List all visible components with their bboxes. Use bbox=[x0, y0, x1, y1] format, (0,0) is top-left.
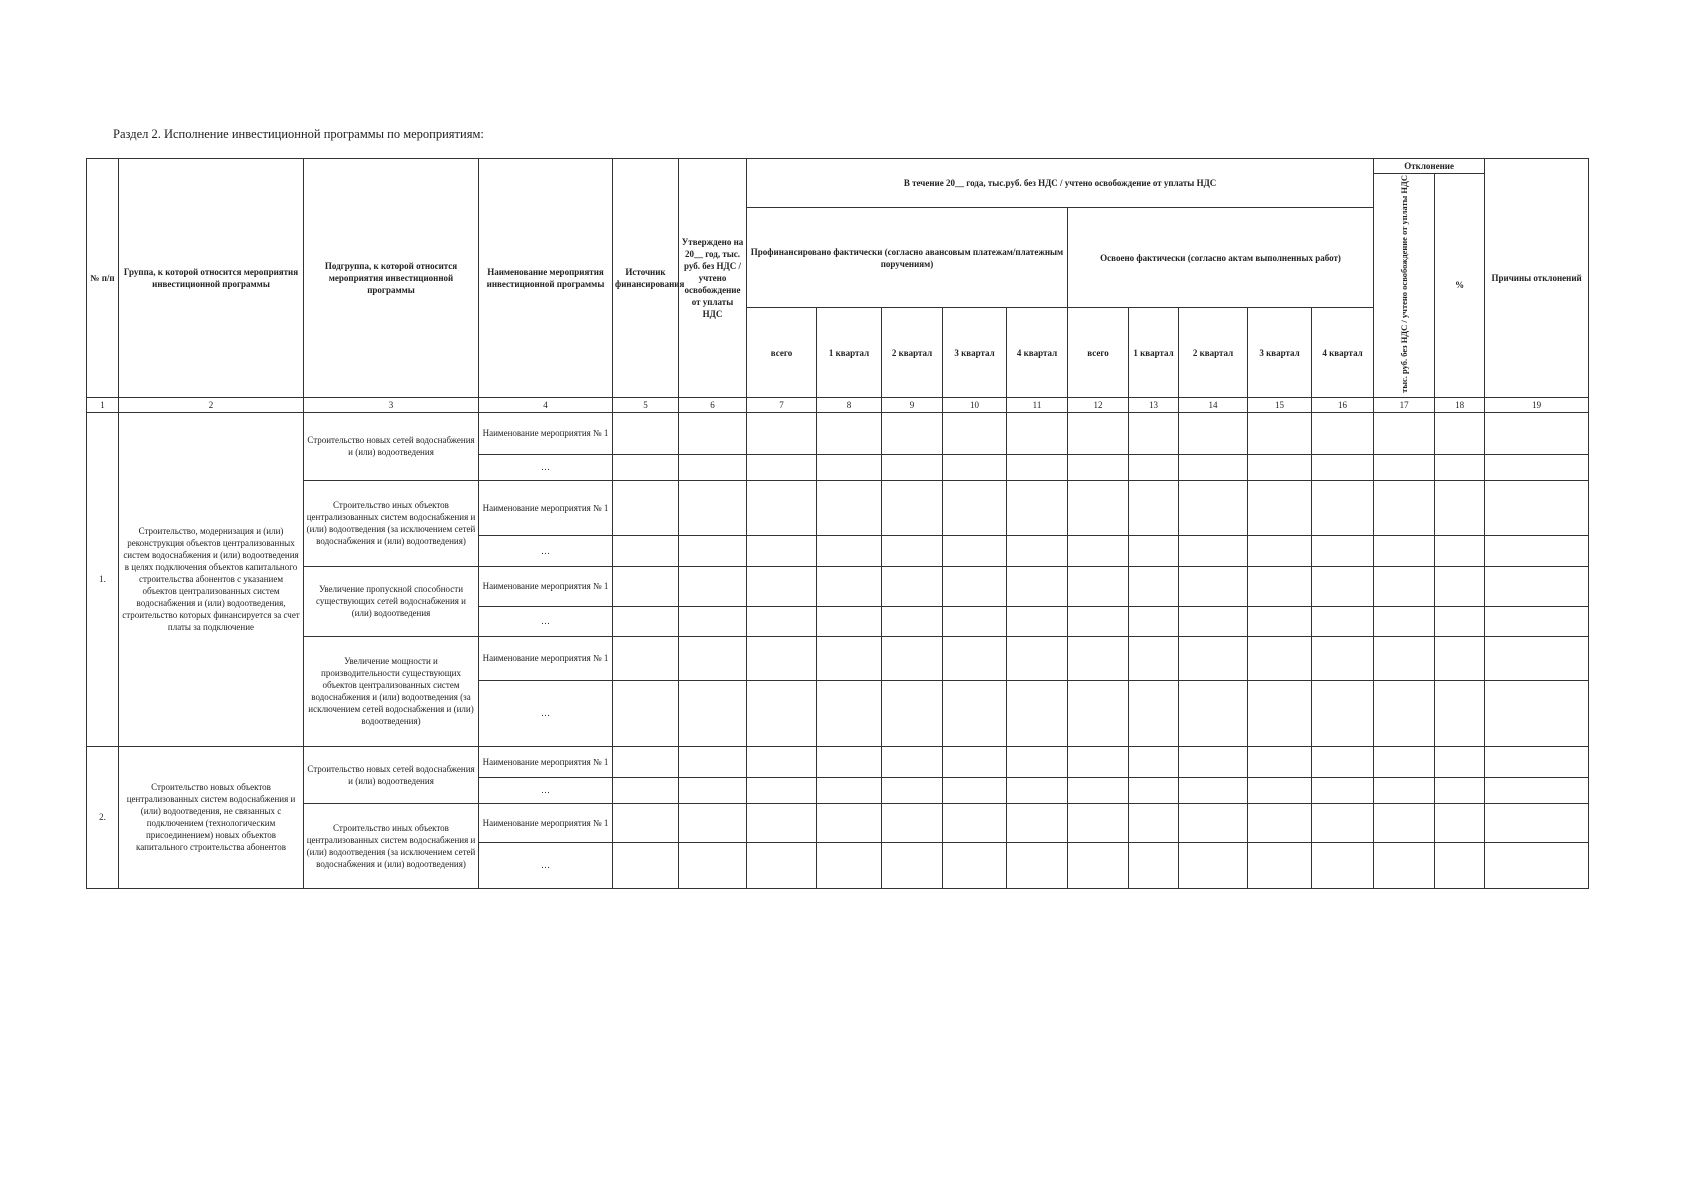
col-number: 1 bbox=[87, 397, 119, 412]
col-number: 11 bbox=[1007, 397, 1068, 412]
header-group: Группа, к которой относится мероприятия инвестиционной программы bbox=[119, 159, 304, 398]
col-number: 3 bbox=[304, 397, 479, 412]
measure-name: Наименование мероприятия № 1 bbox=[479, 803, 613, 842]
measure-name: Наименование мероприятия № 1 bbox=[479, 636, 613, 680]
header-mas-q1: 1 квартал bbox=[1129, 308, 1179, 398]
col-number: 6 bbox=[679, 397, 747, 412]
group-name: Строительство новых объектов централизованных систем водоснабжения и (или) водоотведения, не связанных с подключением (технологическим присоединением) новых объектов капитального строительства абонентов bbox=[119, 746, 304, 888]
header-deviation-amount bbox=[1374, 174, 1435, 398]
header-mas-q3: 3 квартал bbox=[1248, 308, 1312, 398]
header-fin-total: всего bbox=[747, 308, 817, 398]
column-numbers-row bbox=[87, 397, 1589, 412]
header-fin-q4: 4 квартал bbox=[1007, 308, 1068, 398]
header-fin-q2: 2 квартал bbox=[882, 308, 943, 398]
table-row bbox=[87, 746, 1589, 777]
measure-name: Наименование мероприятия № 1 bbox=[479, 412, 613, 454]
subgroup-name: Строительство иных объектов централизованных систем водоснабжения и (или) водоотведения (за исключением сетей водоснабжения и (или) водоотведения) bbox=[304, 803, 479, 888]
subgroup-name: Строительство новых сетей водоснабжения и (или) водоотведения bbox=[304, 746, 479, 803]
header-mastered: Освоено фактически (согласно актам выполненных работ) bbox=[1068, 208, 1374, 308]
header-approved: Утверждено на 20__ год, тыс. руб. без НДС / учтено освобождение от уплаты НДС bbox=[679, 159, 747, 398]
measure-ellipsis: … bbox=[479, 842, 613, 888]
header-reasons: Причины отклонений bbox=[1485, 159, 1589, 398]
subgroup-name: Увеличение пропускной способности существующих сетей водоснабжения и (или) водоотведения bbox=[304, 566, 479, 636]
header-mas-q4: 4 квартал bbox=[1312, 308, 1374, 398]
measure-name: Наименование мероприятия № 1 bbox=[479, 746, 613, 777]
header-source: Источник финансирования bbox=[613, 159, 679, 398]
table-row bbox=[87, 803, 1589, 842]
measure-ellipsis: … bbox=[479, 454, 613, 480]
measure-ellipsis: … bbox=[479, 680, 613, 746]
header-measure: Наименование мероприятия инвестиционной программы bbox=[479, 159, 613, 398]
header-deviation-amount-text: тыс. руб. без НДС / учтено освобождение от уплаты НДС bbox=[1398, 175, 1409, 393]
subgroup-name: Строительство иных объектов централизованных систем водоснабжения и (или) водоотведения (за исключением сетей водоснабжения и (или) водоотведения) bbox=[304, 480, 479, 566]
group-number: 2. bbox=[87, 746, 119, 888]
header-during-year: В течение 20__ года, тыс.руб. без НДС / учтено освобождение от уплаты НДС bbox=[747, 159, 1374, 208]
col-number: 18 bbox=[1435, 397, 1485, 412]
header-mas-q2: 2 квартал bbox=[1179, 308, 1248, 398]
col-number: 8 bbox=[817, 397, 882, 412]
group-name: Строительство, модернизация и (или) реконструкция объектов централизованных систем водоснабжения и (или) водоотведения в целях подключения объектов капитального строительства абонентов с указанием объектов централизованных систем водоснабжения и (или) водоотведения, строительство которых финансируется за счет платы за подключение bbox=[119, 412, 304, 746]
header-fin-q1: 1 квартал bbox=[817, 308, 882, 398]
measure-name: Наименование мероприятия № 1 bbox=[479, 566, 613, 606]
header-subgroup: Подгруппа, к которой относится мероприятия инвестиционной программы bbox=[304, 159, 479, 398]
col-number: 4 bbox=[479, 397, 613, 412]
measure-ellipsis: … bbox=[479, 777, 613, 803]
col-number: 14 bbox=[1179, 397, 1248, 412]
col-number: 10 bbox=[943, 397, 1007, 412]
measure-name: Наименование мероприятия № 1 bbox=[479, 480, 613, 535]
group-number: 1. bbox=[87, 412, 119, 746]
measure-ellipsis: … bbox=[479, 535, 613, 566]
header-num: № п/п bbox=[87, 159, 119, 398]
col-number: 12 bbox=[1068, 397, 1129, 412]
col-number: 15 bbox=[1248, 397, 1312, 412]
header-financed: Профинансировано фактически (согласно авансовым платежам/платежным поручениям) bbox=[747, 208, 1068, 308]
investment-program-table bbox=[86, 158, 1589, 889]
header-deviation: Отклонение bbox=[1374, 159, 1485, 174]
col-number: 19 bbox=[1485, 397, 1589, 412]
table-row bbox=[87, 636, 1589, 680]
subgroup-name: Строительство новых сетей водоснабжения и (или) водоотведения bbox=[304, 412, 479, 480]
table-row bbox=[87, 566, 1589, 606]
table-row bbox=[87, 480, 1589, 535]
col-number: 13 bbox=[1129, 397, 1179, 412]
table-row bbox=[87, 412, 1589, 454]
col-number: 17 bbox=[1374, 397, 1435, 412]
header-deviation-pct: % bbox=[1435, 174, 1485, 398]
subgroup-name: Увеличение мощности и производительности существующих объектов централизованных систем водоснабжения и (или) водоотведения (за исключением сетей водоснабжения и (или) водоотведения) bbox=[304, 636, 479, 746]
header-fin-q3: 3 квартал bbox=[943, 308, 1007, 398]
section-title: Раздел 2. Исполнение инвестиционной программы по мероприятиям: bbox=[113, 127, 484, 141]
header-mas-total: всего bbox=[1068, 308, 1129, 398]
col-number: 2 bbox=[119, 397, 304, 412]
col-number: 5 bbox=[613, 397, 679, 412]
col-number: 9 bbox=[882, 397, 943, 412]
col-number: 7 bbox=[747, 397, 817, 412]
measure-ellipsis: … bbox=[479, 606, 613, 636]
col-number: 16 bbox=[1312, 397, 1374, 412]
